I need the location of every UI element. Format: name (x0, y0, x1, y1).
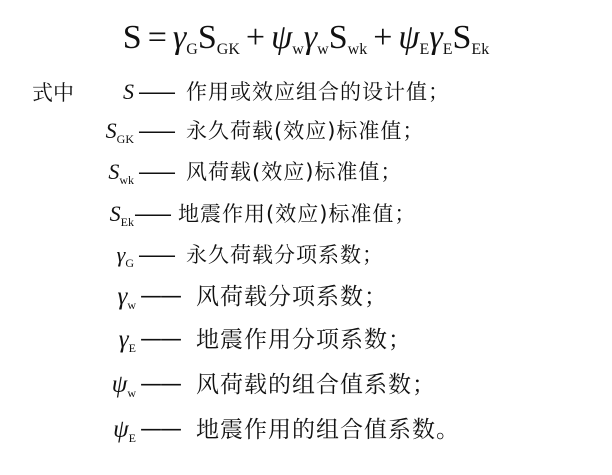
definition-dash: —— (138, 160, 174, 184)
definition-dash: —— (140, 284, 180, 309)
definition-symbol: $\psi_w$ (111, 371, 136, 400)
definition-symbol: $S_{Ek}$ (109, 201, 134, 229)
definition-text: 风荷载的组合值系数； (196, 372, 436, 398)
formula-gamma-e-sub: E (442, 41, 453, 58)
definition-symbol: $\psi_E$ (113, 416, 136, 445)
definition-symbol: $\gamma_E$ (118, 326, 136, 355)
definition-dash: —— (138, 80, 174, 104)
formula-gamma-g-sub: G (186, 41, 198, 58)
formula-s-ek-sub: Ek (471, 41, 490, 58)
formula-gamma-g: γ (172, 19, 187, 56)
definition-text: 永久荷载分项系数； (186, 243, 384, 267)
definition-text: 永久荷载(效应)标准值； (186, 119, 425, 143)
definition-text: 作用或效应组合的设计值； (186, 80, 450, 104)
formula-psi-e-sub: E (419, 41, 430, 58)
definition-dash: —— (134, 202, 170, 226)
formula-gamma-w-sub: w (317, 41, 329, 58)
definition-dash: —— (140, 372, 180, 397)
formula-gamma-e: γ (429, 19, 443, 56)
definition-symbol: S (123, 79, 134, 104)
formula-lhs: S (122, 19, 142, 56)
formula-s-ek: S (452, 19, 472, 56)
definition-dash: —— (138, 119, 174, 143)
formula-psi-w: ψ (271, 19, 293, 56)
definition-dash: —— (140, 327, 180, 352)
definition-symbol: $S_{wk}$ (108, 159, 134, 187)
formula-s-wk-sub: wk (347, 41, 368, 58)
formula-s-gk: S (197, 19, 217, 56)
combination-formula (0, 10, 612, 78)
formula-plus-2: + (373, 19, 393, 56)
definition-text: 地震作用的组合值系数。 (196, 417, 460, 443)
formula-plus-1: + (245, 19, 266, 56)
definition-dash: —— (140, 417, 180, 442)
definition-symbol: $\gamma_G$ (116, 242, 134, 270)
definition-dash: —— (138, 243, 174, 267)
definition-text: 地震作用分项系数； (196, 327, 412, 353)
formula-psi-w-sub: w (292, 41, 304, 58)
formula-s-gk-sub: GK (216, 41, 240, 58)
definition-symbol: $\gamma_w$ (117, 283, 136, 312)
where-label: 式中 (32, 81, 74, 105)
definition-text: 风荷载分项系数； (196, 284, 388, 310)
definition-text: 地震作用(效应)标准值； (178, 202, 417, 226)
definition-symbol: $S_{GK}$ (105, 118, 134, 146)
formula-s-wk: S (328, 19, 348, 56)
formula-equals: = (147, 19, 167, 56)
formula-gamma-w: γ (303, 19, 318, 56)
definition-text: 风荷载(效应)标准值； (186, 160, 403, 184)
formula-psi-e: ψ (398, 19, 420, 56)
